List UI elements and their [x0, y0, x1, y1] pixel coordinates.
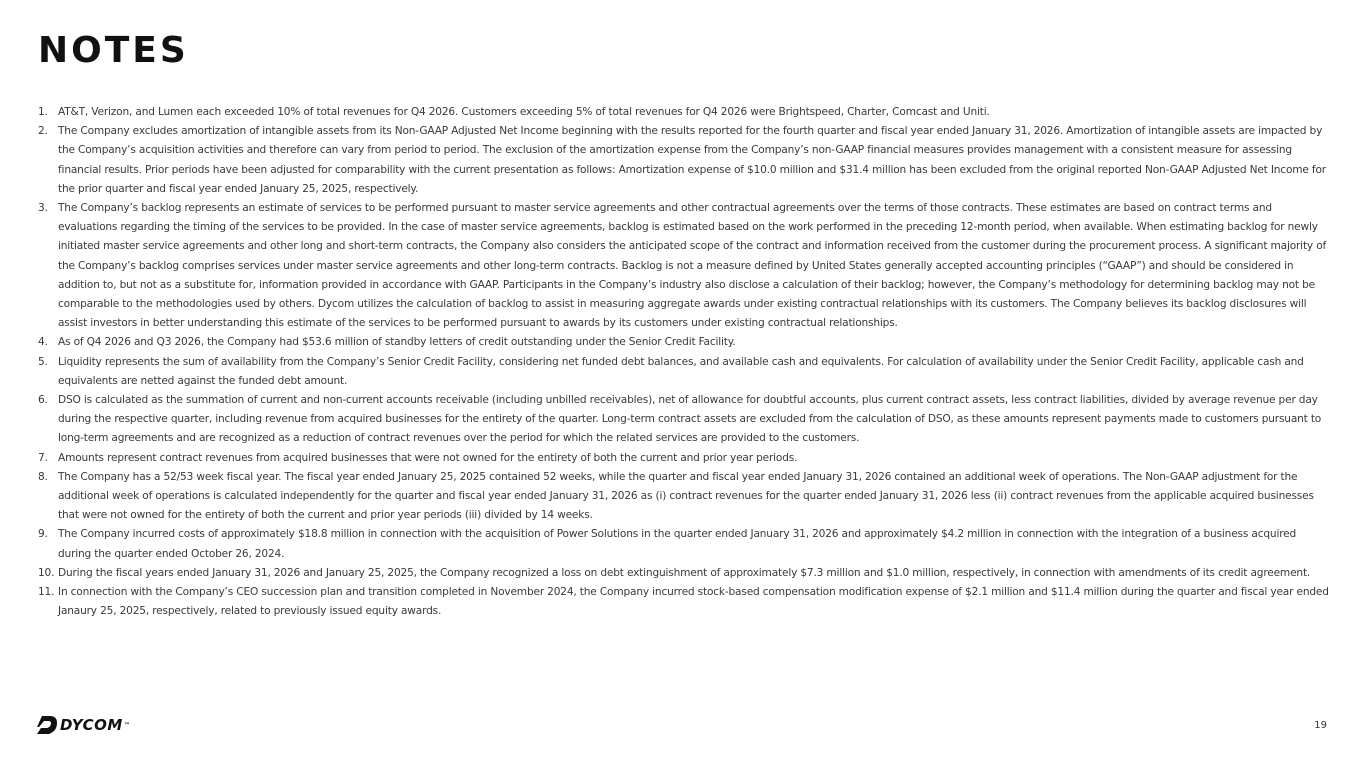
note-item [38, 103, 1330, 122]
note-number: 2. [38, 125, 48, 138]
note-text: As of Q4 2026 and Q3 2026, the Company had $53.6 million of standby letters of credit outstanding under the Senior Credit Facility. [58, 336, 736, 349]
note-text: DSO is calculated as the summation of current and non-current accounts receivable (including unbilled receivables), net of allowance for doubtful accounts, plus current contract assets, less contract liabilities, divided by average revenue per day during the respective quarter, including revenue from acquired businesses for the entirety of the quarter. Long-term contract assets are excluded from the calculation of DSO, as these amounts represent payments made to customers pursuant to long-term agreements and are recognized as a reduction of contract revenues over the period for which the related services are provided to the customers. [58, 394, 1322, 445]
note-text: Liquidity represents the sum of availability from the Company’s Senior Credit Facility, considering net funded debt balances, and available cash and equivalents. For calculation of availability under the Senior Credit Facility, applicable cash and equivalents are netted against the funded debt amount. [58, 355, 1304, 387]
note-number: 6. [38, 394, 48, 407]
note-number: 11. [38, 586, 55, 599]
note-text: The Company incurred costs of approximately $18.8 million in connection with the acquisition of Power Solutions in the quarter ended January 31, 2026 and approximately $4.2 million in connection with the integration of a business acquired during the quarter ended October 26, 2024. [58, 528, 1297, 560]
note-number: 7. [38, 451, 48, 464]
dycom-logo [36, 714, 130, 736]
note-number: 4. [38, 336, 48, 349]
note-item [38, 122, 1330, 199]
page-title: NOTES [38, 30, 189, 71]
note-number: 3. [38, 202, 48, 215]
trademark-symbol: ™ [123, 721, 131, 729]
note-item [38, 391, 1330, 449]
note-number: 10. [38, 566, 55, 579]
note-item [38, 199, 1330, 333]
note-text: During the fiscal years ended January 31, 2026 and January 25, 2025, the Company recognized a loss on debt extinguishment of approximately $7.3 million and $1.0 million, respectively, in connection with amendments of its credit agreement. [58, 566, 1311, 579]
note-number: 1. [38, 106, 48, 118]
note-number: 9. [38, 528, 48, 541]
note-item [38, 468, 1330, 526]
note-text: The Company excludes amortization of intangible assets from its Non-GAAP Adjusted Net Income beginning with the results reported for the fourth quarter and fiscal year ended January 31, 2026. Amortization of intangible assets are impacted by the Company’s acquisition activities and therefore can vary from period to period. The exclusion of the amortization expense from the Company’s non-GAAP financial measures provides management with a consistent measure for assessing financial results. Prior periods have been adjusted for comparability with the current presentation as follows: Amortization expense of $10.0 million and $31.4 million has been excluded from the original reported Non-GAAP Adjusted Net Income for the prior quarter and fiscal year ended January 25, 2025, respectively. [58, 125, 1326, 195]
note-item [38, 525, 1330, 563]
note-text: Amounts represent contract revenues from acquired businesses that were not owned for the entirety of both the current and prior year periods. [58, 451, 798, 464]
dycom-mark-icon [36, 715, 58, 735]
note-text: The Company has a 52/53 week fiscal year. The fiscal year ended January 25, 2025 contained 52 weeks, while the quarter and fiscal year ended January 31, 2026 contained an additional week of operations. The Non-GAAP adjustment for the additional week of operations is calculated independently for the quarter and fiscal year ended January 31, 2026 as (i) contract revenues for the quarter ended January 31, 2026 less (ii) contract revenues from the applicable acquired businesses that were not owned for the entirety of both the current and prior year periods (iii) divided by 14 weeks. [58, 470, 1314, 522]
note-item [38, 449, 1330, 468]
note-item [38, 583, 1330, 621]
note-number: 5. [38, 355, 48, 368]
notes-list [38, 103, 1330, 621]
note-text: The Company’s backlog represents an estimate of services to be performed pursuant to master service agreements and other contractual agreements over the terms of those contracts. These estimates are based on contract terms and evaluations regarding the timing of the services to be provided. In the case of master service agreements, backlog is estimated based on the work performed in the preceding 12-month period, when available. When estimating backlog for newly initiated master service agreements and other long and short-term contracts, the Company also considers the anticipated scope of the contract and information received from the customer during the procurement process. A significant majority of the Company’s backlog comprises services under master service agreements and other long-term contracts. Backlog is not a measure defined by United States generally accepted accounting principles (“GAAP”) and should be considered in addition to, but not as a substitute for, information provided in accordance with GAAP. Participants in the Company’s industry also disclose a calculation of their backlog; however, the Company’s methodology for determining backlog may not be comparable to the methodologies used by others. Dycom utilizes the calculation of backlog to assist in measuring aggregate awards under existing contractual relationships with its customers. The Company believes its backlog disclosures will assist investors in better understanding this estimate of the services to be performed pursuant to awards by its customers under existing contractual relationships. [58, 202, 1327, 330]
note-number: 8. [38, 470, 48, 483]
page-number: 19 [1314, 720, 1327, 731]
logo-wordmark: DYCOM [60, 716, 123, 734]
note-item [38, 564, 1330, 583]
note-item [38, 353, 1330, 391]
note-item [38, 333, 1330, 352]
note-text: In connection with the Company’s CEO succession plan and transition completed in November 2024, the Company incurred stock-based compensation modification expense of $2.1 million and $11.4 million during the quarter and fiscal year ended Janaury 25, 2025, respectively, related to previously issued equity awards. [58, 586, 1329, 618]
note-text: AT&T, Verizon, and Lumen each exceeded 10% of total revenues for Q4 2026. Customers exceeding 5% of total revenues for Q4 2026 were Brightspeed, Charter, Comcast and Uniti. [58, 106, 990, 118]
